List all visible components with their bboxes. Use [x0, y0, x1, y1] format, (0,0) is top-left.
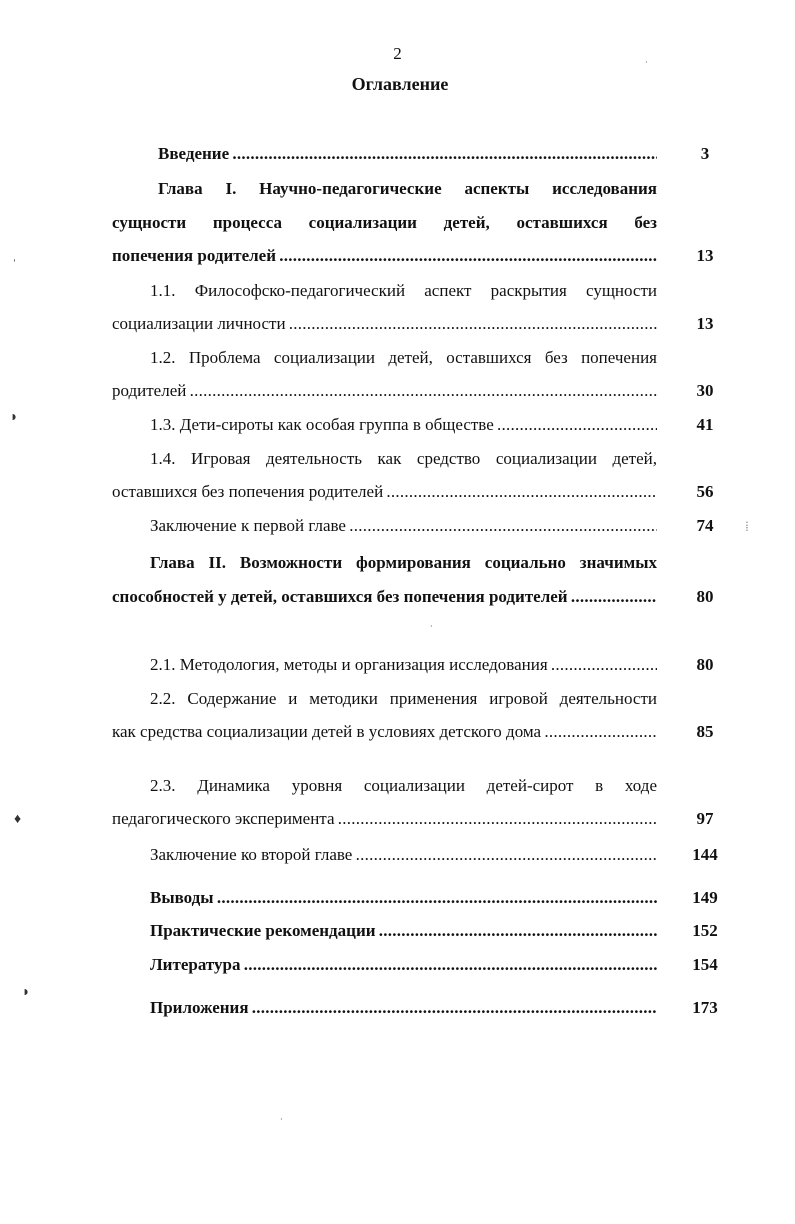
toc-page-number: 13: [696, 246, 714, 265]
toc-entry-label: Приложения: [150, 998, 249, 1017]
toc-entry-label: как средства социализации детей в условиях детского дома: [112, 722, 542, 741]
toc-page-number: 97: [696, 809, 714, 828]
toc-entry-2-3-line-1[interactable]: 2.3. Динамика уровня социализации детей-сирот в ходе: [150, 776, 657, 795]
toc-entry-chapter-1-line-1[interactable]: Глава I. Научно-педагогические аспекты исследования: [158, 179, 657, 198]
toc-page-number: 152: [692, 921, 718, 940]
toc-entry-recommendations[interactable]: [150, 920, 657, 942]
toc-entry-literature[interactable]: [150, 954, 657, 976]
toc-page-number: 154: [692, 955, 718, 974]
toc-entry-chapter-1-line-2[interactable]: сущности процесса социализации детей, оставшихся без: [112, 213, 657, 232]
toc-entry-label: попечения родителей: [112, 246, 277, 265]
toc-entry-label: Выводы: [150, 888, 214, 907]
toc-entry-2-1[interactable]: [150, 654, 657, 676]
toc-entry-label: Практические рекомендации: [150, 921, 376, 940]
toc-entry-label: социализации личности: [112, 314, 286, 333]
toc-page-number: 80: [696, 587, 714, 606]
page-number: 2: [393, 44, 402, 63]
toc-entry-label: Литература: [150, 955, 241, 974]
toc-entry-conclusions[interactable]: [150, 887, 657, 909]
toc-entry-1-2-line-2[interactable]: [112, 380, 657, 402]
toc-entry-label: Введение: [158, 144, 230, 163]
toc-entry-chapter-1-conclusion[interactable]: [150, 515, 657, 537]
toc-entry-label: Заключение ко второй главе: [150, 845, 353, 864]
toc-entry-1-2-line-1[interactable]: 1.2. Проблема социализации детей, оставшихся без попечения: [150, 348, 657, 367]
scan-speck: ·: [645, 58, 648, 67]
toc-page-number: 85: [696, 722, 714, 741]
toc-page-number: 149: [692, 888, 718, 907]
toc-entry-label: Заключение к первой главе: [150, 516, 346, 535]
toc-entry-label: оставшихся без попечения родителей: [112, 482, 384, 501]
toc-entry-chapter-2-line-1[interactable]: Глава II. Возможности формирования социально значимых: [150, 553, 657, 572]
toc-page-number: 80: [696, 655, 714, 674]
toc-page-number: 13: [696, 314, 714, 333]
scan-speck: ˈ: [12, 258, 17, 273]
toc-entry-1-1-line-2[interactable]: [112, 313, 657, 335]
toc-entry-label: 1.3. Дети-сироты как особая группа в обществе: [150, 415, 494, 434]
toc-entry-label: 2.1. Методология, методы и организация исследования: [150, 655, 548, 674]
scan-speck: ♦: [14, 812, 22, 827]
toc-entry-2-2-line-1[interactable]: 2.2. Содержание и методики применения игровой деятельности: [150, 689, 657, 708]
toc-page-number: 56: [696, 482, 714, 501]
toc-page-number: 173: [692, 998, 718, 1017]
toc-page-number: 74: [696, 516, 714, 535]
toc-entry-2-3-line-2[interactable]: [112, 808, 657, 830]
toc-entry-1-3[interactable]: [150, 414, 657, 436]
toc-entry-label: способностей у детей, оставшихся без попечения родителей: [112, 587, 568, 606]
toc-entry-label: родителей: [112, 381, 187, 400]
scan-speck: ◗: [22, 985, 31, 1000]
toc-page-number: 3: [700, 144, 710, 163]
toc-entry-1-4-line-2[interactable]: [112, 481, 657, 503]
toc-entry-chapter-1-line-3[interactable]: [112, 245, 657, 267]
toc-entry-2-2-line-2[interactable]: [112, 721, 657, 743]
scan-speck: ·: [280, 1115, 283, 1124]
toc-page-number: 30: [696, 381, 714, 400]
scan-speck: ·: [430, 622, 433, 631]
toc-entry-introduction[interactable]: [158, 143, 657, 165]
scan-speck: ◗: [10, 410, 19, 425]
toc-page-number: 41: [696, 415, 714, 434]
toc-entry-chapter-2-conclusion[interactable]: [150, 844, 657, 866]
toc-entry-1-1-line-1[interactable]: 1.1. Философско-педагогический аспект раскрытия сущности: [150, 281, 657, 300]
toc-entry-chapter-2-line-2[interactable]: [112, 586, 657, 608]
toc-entry-label: педагогического эксперимента: [112, 809, 335, 828]
toc-entry-appendices[interactable]: [150, 997, 657, 1019]
scan-speck: ⁞: [745, 520, 749, 535]
toc-entry-1-4-line-1[interactable]: 1.4. Игровая деятельность как средство социализации детей,: [150, 449, 657, 468]
toc-page-number: 144: [692, 845, 718, 864]
page-title: Оглавление: [351, 74, 449, 94]
